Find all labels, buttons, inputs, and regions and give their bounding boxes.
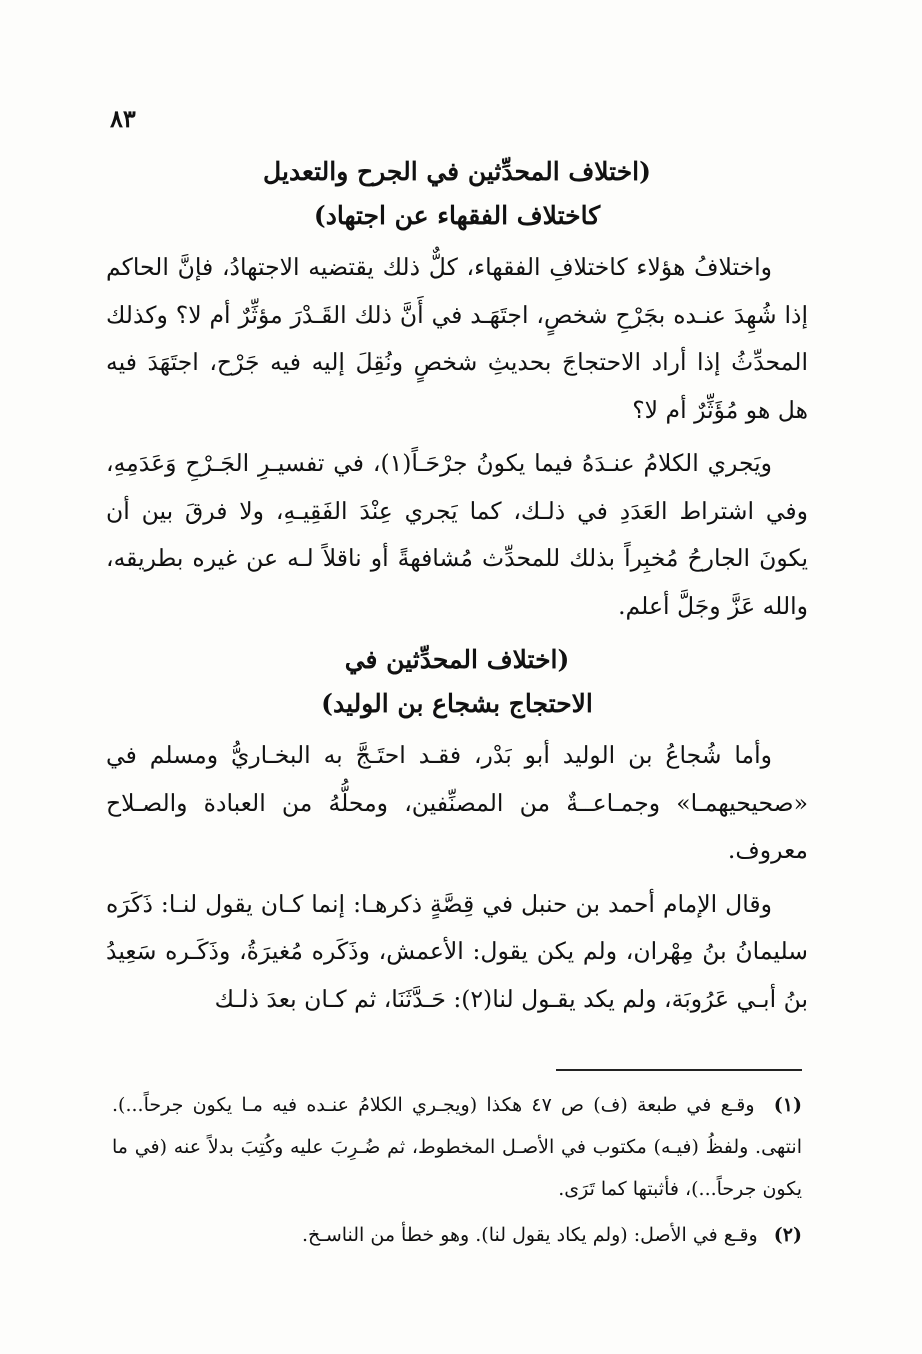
section-heading-1-line-2: كاختلاف الفقهاء عن اجتهاد) — [313, 201, 601, 230]
paragraph: واختلافُ هؤلاء كاختلافِ الفقهاء، كلٌّ ذلك يقتضيه الاجتهادُ، فإنَّ الحاكم إذا شُهِدَ عنـده بجَرْحِ شخصٍ، اجتَهَـد في أَنَّ ذلك القَـدْرَ مؤثِّرٌ أم لا؟ وكذلك المحدِّثُ إذا أراد الاحتجاجَ بحديثِ شخصٍ ونُقِلَ إليه فيه جَرْح، اجتَهَدَ فيه هل هو مُؤَثِّرٌ أم لا؟ — [106, 253, 808, 424]
footnote — [112, 1214, 802, 1256]
footnote-text: وقـع في الأصل: (ولم يكاد يقول لنا). وهو خطأ من الناسـخ. — [301, 1224, 758, 1246]
footnote — [112, 1084, 802, 1210]
paragraph: وأما شُجاعُ بن الوليد أبو بَدْر، فقـد احتَـجَّ به البخـاريُّ ومسلم في «صحيحيهمـا» وجمـاعــةٌ من المصنِّفين، ومحلُّهُ من العبادة والصـلاح معروف. — [106, 741, 808, 864]
footnote-divider — [556, 1069, 802, 1071]
section-heading-1-line-1: (اختلاف المحدِّثين في الجرح والتعديل — [263, 157, 651, 186]
footnote-text: وقـع في طبعة (ف) ص ٤٧ هكذا (ويجـري الكلامُ عنـده فيه مـا يكون جرحاً...). انتهى. ولفظُ (فيـه) مكتوب في الأصـل المخطوط، ثم ضُـرِبَ عليه وكُتِبَ بدلاً عنه (في ما يكون جرحاً...)، فأثبتها كما تَرَى. — [112, 1094, 802, 1200]
paragraph: وقال الإمام أحمد بن حنبل في قِصَّةٍ ذكرهـا: إنما كـان يقول لنـا: ذَكَرَه سليمانُ بنُ مِهْران، ولم يكن يقول: الأعمش، وذَكَره مُغيرَةُ، وذَكَـره سَعِيدُ بنُ أبـي عَرُوبَة، ولم يكد يقـول لنا(٢): حَـدَّثَنَا، ثم كـان بعدَ ذلـك — [106, 889, 808, 1013]
section-heading-2-line-1: (اختلاف المحدِّثين في — [344, 645, 570, 674]
section-heading-2 — [106, 638, 808, 726]
footnotes — [112, 1084, 802, 1256]
main-text — [106, 150, 808, 1023]
page-number: ٨٣ — [110, 104, 136, 133]
footnote-number: (١) — [773, 1094, 802, 1116]
footnote-number: (٢) — [773, 1224, 802, 1246]
section-heading-1 — [106, 150, 808, 238]
paragraph: ويَجري الكلامُ عنـدَهُ فيما يكونُ جرْحَـاً(١)، في تفسيـرِ الجَـرْحِ وَعَدَمِهِ، وفي اشتراط العَدَدِ في ذلـك، كما يَجري عِنْدَ الفَقِيـهِ، ولا فرقَ بين أن يكونَ الجارحُ مُخبِراً بذلك للمحدِّث مُشافهةً أو ناقلاً لـه عن غيره بطريقه، والله عَزَّ وجَلَّ أعلم. — [106, 449, 808, 620]
section-heading-2-line-2: الاحتجاج بشجاع بن الوليد) — [321, 689, 593, 718]
